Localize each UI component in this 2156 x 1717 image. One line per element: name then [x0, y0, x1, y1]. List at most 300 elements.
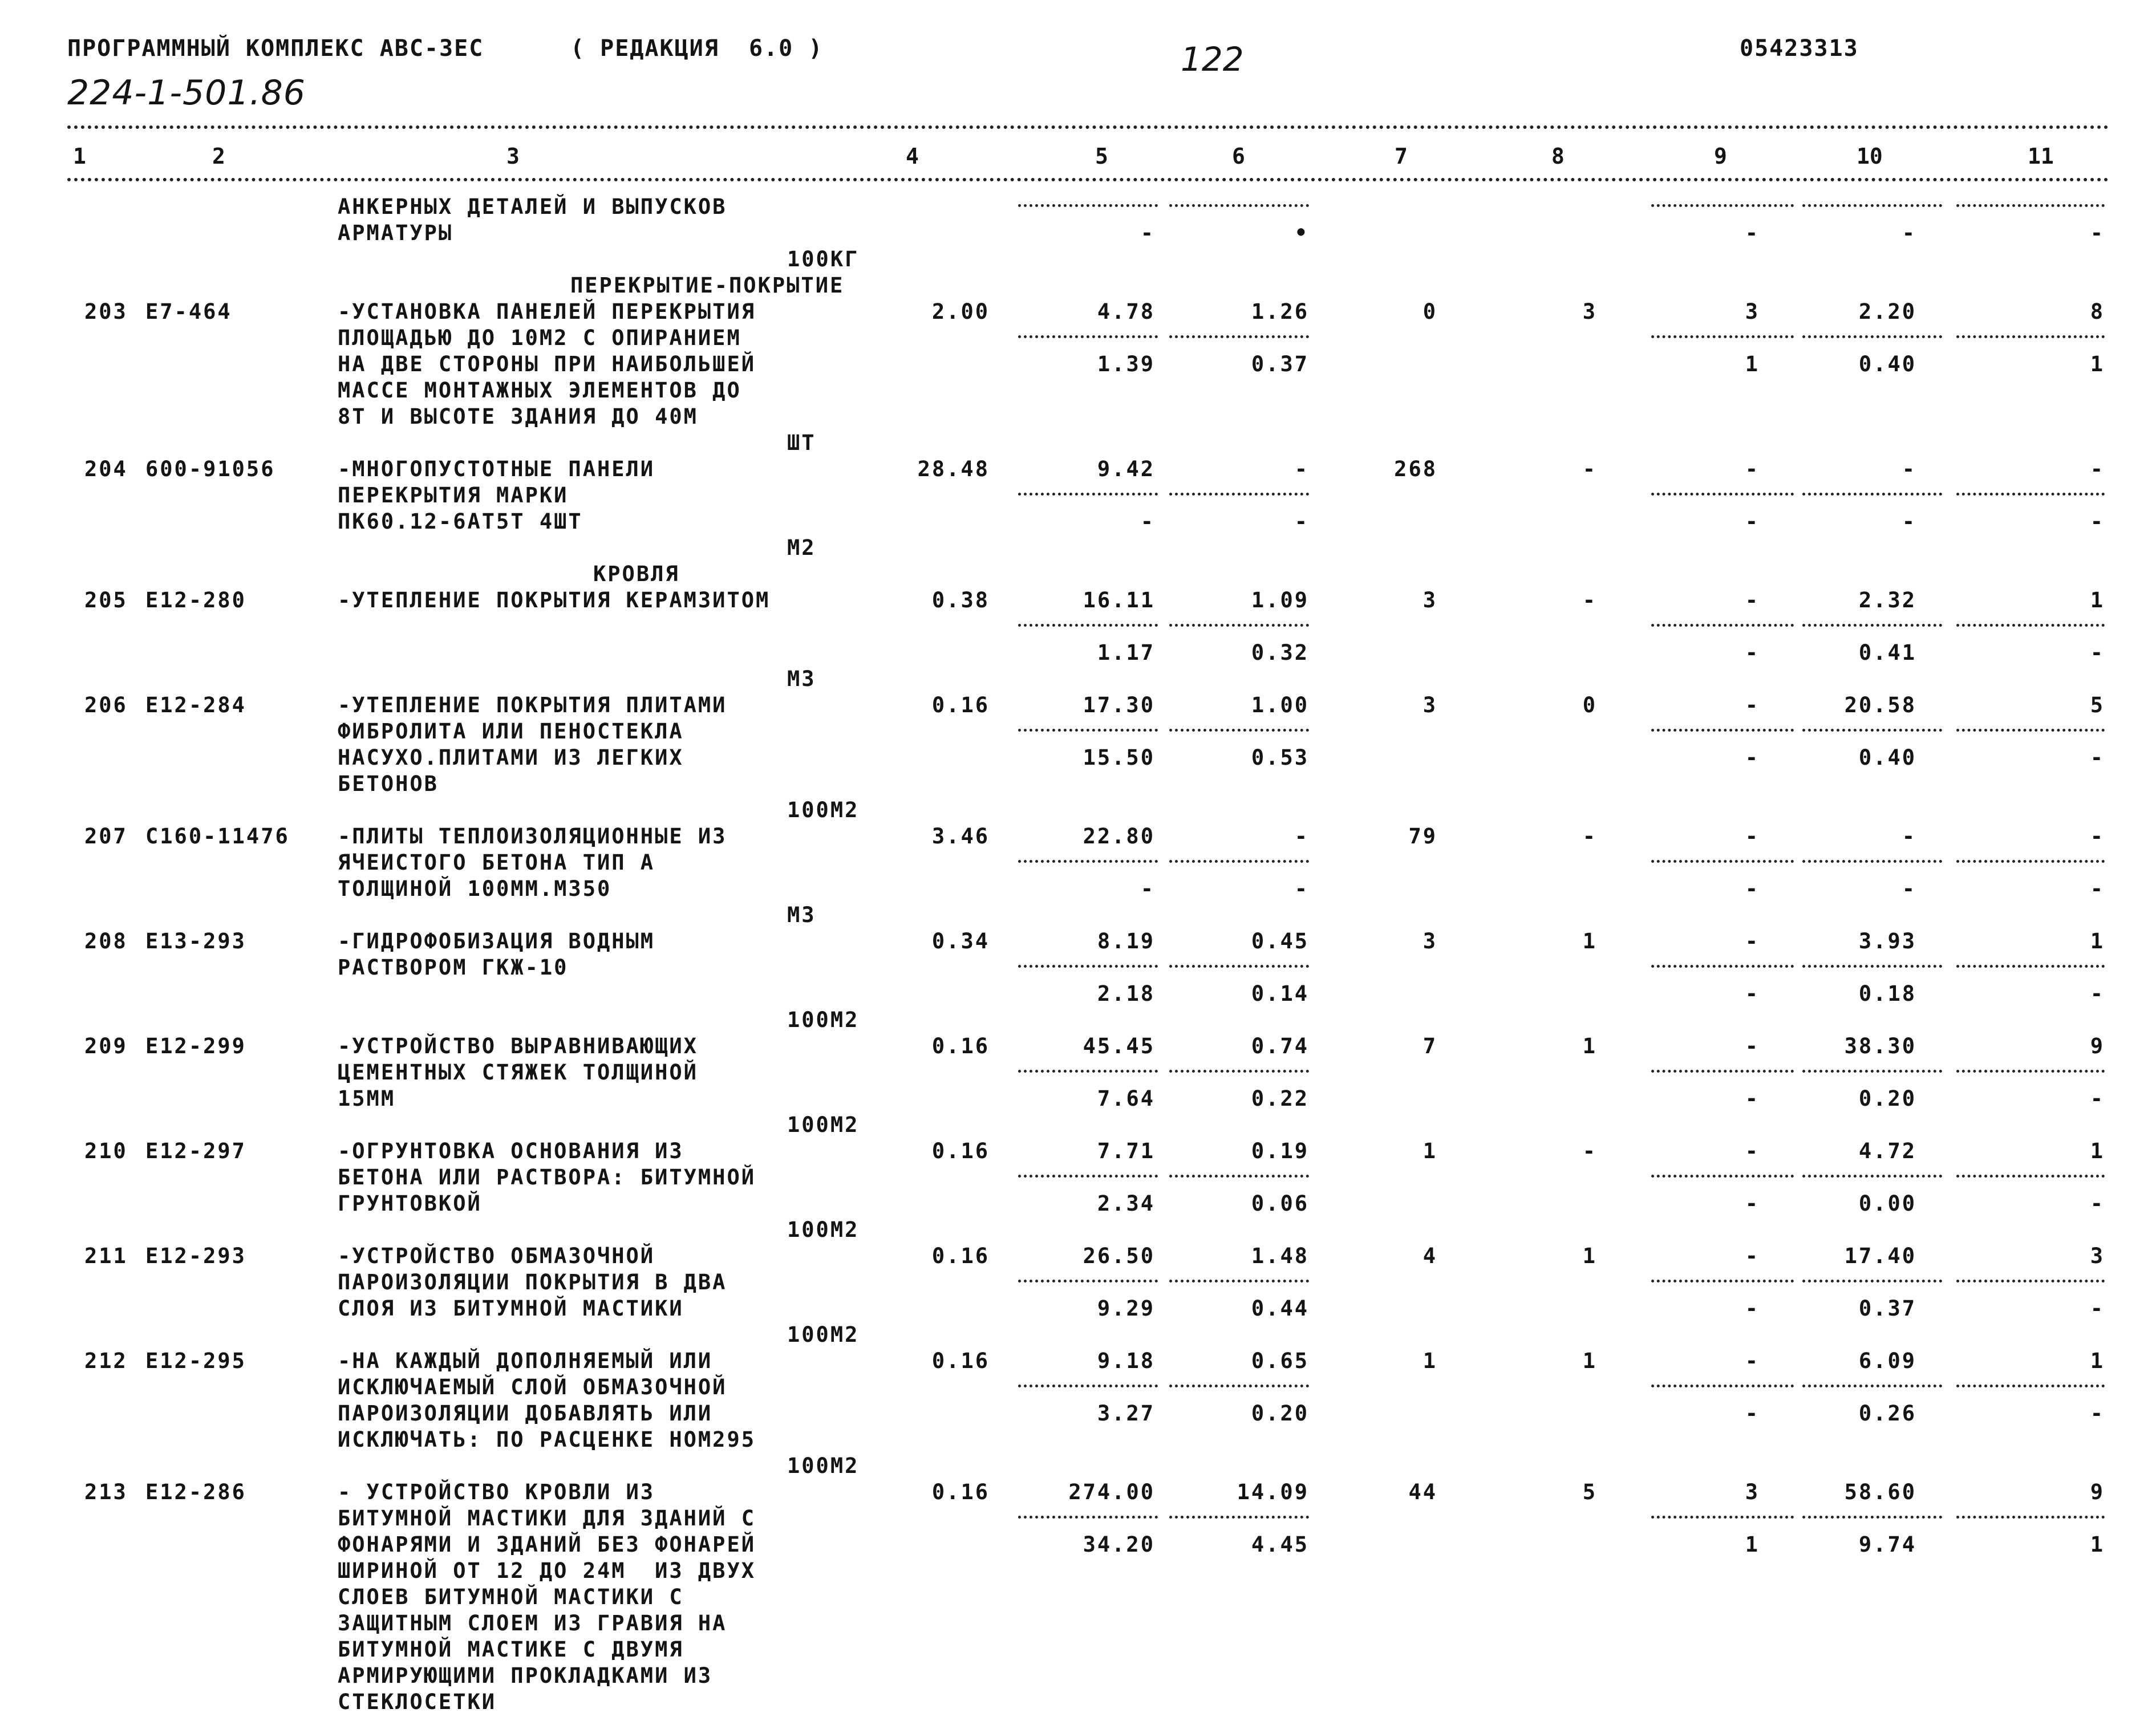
value-col6: -	[1294, 457, 1309, 481]
value-col4: 3.46	[931, 824, 990, 849]
dashed-separator	[1169, 204, 1309, 207]
row-number: 206	[84, 693, 128, 717]
value-col10: 17.40	[1844, 1244, 1916, 1268]
program-title: ПРОГРАММНЫЙ КОМПЛЕКС АВС-3ЕС	[67, 35, 484, 62]
value-col5: 16.11	[1083, 588, 1155, 612]
dashed-separator	[1956, 204, 2105, 207]
value-col5: 274.00	[1068, 1480, 1155, 1504]
description-line: НА ДВЕ СТОРОНЫ ПРИ НАИБОЛЬШЕЙ	[338, 352, 756, 376]
value-col5-second: 9.29	[1097, 1296, 1155, 1321]
description-line: ФИБРОЛИТА ИЛИ ПЕНОСТЕКЛА	[338, 719, 684, 744]
value-col4: 2.00	[931, 299, 990, 324]
value-col6: 1.48	[1251, 1244, 1309, 1268]
description-line: АРМИРУЮЩИМИ ПРОКЛАДКАМИ ИЗ	[338, 1663, 713, 1688]
value-col5: 9.18	[1097, 1349, 1155, 1373]
description-line: 8Т И ВЫСОТЕ ЗДАНИЯ ДО 40М	[338, 404, 698, 429]
value-col8: 1	[1582, 929, 1597, 953]
dashed-separator	[1802, 1175, 1942, 1178]
value-col5-second: 1.39	[1097, 352, 1155, 376]
value-col10-second: 0.20	[1858, 1086, 1916, 1111]
description-line: БЕТОНА ИЛИ РАСТВОРА: БИТУМНОЙ	[338, 1165, 756, 1190]
value-col9-second: -	[1745, 876, 1760, 901]
value-col8: 0	[1582, 693, 1597, 717]
value-col6-second: 0.44	[1251, 1296, 1309, 1321]
description-line: ИСКЛЮЧАЕМЫЙ СЛОЙ ОБМАЗОЧНОЙ	[338, 1375, 727, 1399]
value-col9: -	[1745, 929, 1760, 953]
value-col6: 1.09	[1251, 588, 1309, 612]
dashed-separator	[1956, 624, 2105, 627]
description-line: СЛОЕВ БИТУМНОЙ МАСТИКИ С	[338, 1585, 684, 1609]
value-col5-second: -	[1140, 509, 1155, 534]
value-col9-second: -	[1745, 1296, 1760, 1321]
unit-label: 100М2	[787, 1454, 860, 1478]
value-col9-second: -	[1745, 1401, 1760, 1426]
value-col6: 1.00	[1251, 693, 1309, 717]
value-col11: 5	[2090, 693, 2105, 717]
document-id: 05423313	[1740, 35, 1859, 62]
dashed-separator	[1169, 729, 1309, 732]
description-line: -УТЕПЛЕНИЕ ПОКРЫТИЯ КЕРАМЗИТОМ	[338, 588, 771, 612]
value-col6: 14.09	[1237, 1480, 1309, 1504]
value-col11-second: 1	[2090, 352, 2105, 376]
value-col7: 1	[1423, 1349, 1437, 1373]
value-col7: 4	[1423, 1244, 1437, 1268]
value-col8: -	[1582, 457, 1597, 481]
value-dash: •	[1294, 221, 1309, 245]
value-col10-second: -	[1902, 509, 1916, 534]
value-dash: -	[1140, 221, 1155, 245]
dashed-separator	[1802, 493, 1942, 496]
value-col8: 1	[1582, 1034, 1597, 1058]
dashed-separator	[1651, 1280, 1794, 1282]
value-col5-second: 15.50	[1083, 745, 1155, 770]
value-col5: 4.78	[1097, 299, 1155, 324]
description-line: - УСТРОЙСТВО КРОВЛИ ИЗ	[338, 1480, 655, 1504]
value-col6-second: 0.53	[1251, 745, 1309, 770]
value-col11: 1	[2090, 588, 2105, 612]
row-number: 204	[84, 457, 128, 481]
value-col5-second: 2.18	[1097, 981, 1155, 1006]
row-code: Е12-293	[145, 1244, 246, 1268]
dashed-separator	[1169, 1070, 1309, 1073]
value-col11: 3	[2090, 1244, 2105, 1268]
value-col10-second: 0.37	[1858, 1296, 1916, 1321]
value-col9: -	[1745, 693, 1760, 717]
value-col8: 1	[1582, 1349, 1597, 1373]
value-col9-second: -	[1745, 1086, 1760, 1111]
value-col11-second: -	[2090, 1191, 2105, 1216]
dashed-separator	[1018, 204, 1158, 207]
row-number: 213	[84, 1480, 128, 1504]
value-col10-second: 9.74	[1858, 1532, 1916, 1557]
column-number-10: 10	[1857, 144, 1883, 169]
value-col5-second: 2.34	[1097, 1191, 1155, 1216]
value-col6: 0.45	[1251, 929, 1309, 953]
value-col10-second: 0.18	[1858, 981, 1916, 1006]
value-col9: -	[1745, 1139, 1760, 1163]
description-line: -УСТРОЙСТВО ОБМАЗОЧНОЙ	[338, 1244, 655, 1268]
row-code: С160-11476	[145, 824, 290, 849]
dashed-separator	[1169, 493, 1309, 496]
dashed-separator	[1802, 204, 1942, 207]
description-line: ГРУНТОВКОЙ	[338, 1191, 482, 1216]
dashed-separator	[1651, 1385, 1794, 1387]
dashed-separator	[1802, 729, 1942, 732]
value-col5-second: 1.17	[1097, 640, 1155, 665]
column-number-4: 4	[906, 144, 919, 169]
dashed-separator	[1169, 860, 1309, 863]
value-col4: 0.16	[931, 1244, 990, 1268]
dashed-separator	[1651, 1070, 1794, 1073]
row-number: 207	[84, 824, 128, 849]
dashed-separator	[1651, 493, 1794, 496]
value-col11: 8	[2090, 299, 2105, 324]
dashed-separator	[1169, 1516, 1309, 1519]
column-number-11: 11	[2028, 144, 2054, 169]
value-col6: 0.74	[1251, 1034, 1309, 1058]
value-col6-second: 0.06	[1251, 1191, 1309, 1216]
description-line: ЯЧЕИСТОГО БЕТОНА ТИП А	[338, 850, 655, 875]
column-number-9: 9	[1714, 144, 1727, 169]
value-col5: 8.19	[1097, 929, 1155, 953]
dashed-separator	[1802, 1385, 1942, 1387]
column-number-8: 8	[1551, 144, 1565, 169]
row-number: 208	[84, 929, 128, 953]
value-col6: -	[1294, 824, 1309, 849]
dashed-separator	[1018, 860, 1158, 863]
column-number-7: 7	[1395, 144, 1408, 169]
dashed-separator	[1956, 1070, 2105, 1073]
value-col10: 3.93	[1858, 929, 1916, 953]
description-line: ПК60.12-6АТ5Т 4ШТ	[338, 509, 583, 534]
dashed-separator	[1651, 204, 1794, 207]
dashed-separator	[1169, 335, 1309, 338]
value-col7: 44	[1408, 1480, 1437, 1504]
unit-label: 100М2	[787, 1322, 860, 1347]
description-line: ШИРИНОЙ ОТ 12 ДО 24М ИЗ ДВУХ	[338, 1558, 756, 1583]
value-col11-second: -	[2090, 876, 2105, 901]
dashed-separator	[1018, 1385, 1158, 1387]
value-col11-second: -	[2090, 981, 2105, 1006]
value-col10: -	[1902, 457, 1916, 481]
value-col11: 1	[2090, 929, 2105, 953]
value-col4: 0.16	[931, 1034, 990, 1058]
value-col7: 0	[1423, 299, 1437, 324]
description-line: МАССЕ МОНТАЖНЫХ ЭЛЕМЕНТОВ ДО	[338, 378, 741, 403]
value-col7: 3	[1423, 588, 1437, 612]
description-line: СЛОЯ ИЗ БИТУМНОЙ МАСТИКИ	[338, 1296, 684, 1321]
row-code: Е12-297	[145, 1139, 246, 1163]
dashed-separator	[1802, 1516, 1942, 1519]
value-col11: 9	[2090, 1480, 2105, 1504]
edition-label: ( РЕДАКЦИЯ 6.0 )	[570, 35, 824, 62]
description-line: ПЕРЕКРЫТИЯ МАРКИ	[338, 483, 569, 508]
value-col5: 26.50	[1083, 1244, 1155, 1268]
unit-label: М3	[787, 667, 816, 691]
value-col8: -	[1582, 588, 1597, 612]
dashed-separator	[1956, 1385, 2105, 1387]
section-heading: КРОВЛЯ	[593, 562, 680, 586]
dashed-separator	[1018, 1175, 1158, 1178]
value-col5-second: 3.27	[1097, 1401, 1155, 1426]
value-col6-second: -	[1294, 876, 1309, 901]
value-col4: 28.48	[917, 457, 990, 481]
value-col9-second: -	[1745, 745, 1760, 770]
row-number: 205	[84, 588, 128, 612]
description-line: -ОГРУНТОВКА ОСНОВАНИЯ ИЗ	[338, 1139, 684, 1163]
column-number-1: 1	[73, 144, 86, 169]
value-dash: -	[2090, 221, 2105, 245]
value-col10: 2.32	[1858, 588, 1916, 612]
value-col5-second: 7.64	[1097, 1086, 1155, 1111]
row-code: Е12-286	[145, 1480, 246, 1504]
value-col5: 22.80	[1083, 824, 1155, 849]
value-col6: 0.65	[1251, 1349, 1309, 1373]
value-col10-second: 0.40	[1858, 745, 1916, 770]
dashed-separator	[1956, 1175, 2105, 1178]
value-col6-second: 0.22	[1251, 1086, 1309, 1111]
value-col6: 0.19	[1251, 1139, 1309, 1163]
table-top-rule	[67, 125, 2109, 129]
dashed-separator	[1956, 1516, 2105, 1519]
value-col11: -	[2090, 457, 2105, 481]
column-number-6: 6	[1232, 144, 1245, 169]
dashed-separator	[1956, 729, 2105, 732]
unit-label: ШТ	[787, 431, 816, 455]
value-col9-second: -	[1745, 640, 1760, 665]
value-col11: 1	[2090, 1349, 2105, 1373]
dashed-separator	[1018, 965, 1158, 968]
dashed-separator	[1018, 1070, 1158, 1073]
value-col10: 4.72	[1858, 1139, 1916, 1163]
value-col8: 1	[1582, 1244, 1597, 1268]
dashed-separator	[1169, 1385, 1309, 1387]
dashed-separator	[1018, 624, 1158, 627]
description-line: ФОНАРЯМИ И ЗДАНИЙ БЕЗ ФОНАРЕЙ	[338, 1532, 756, 1557]
value-col6-second: 4.45	[1251, 1532, 1309, 1557]
dashed-separator	[1956, 860, 2105, 863]
description-line: ПЛОЩАДЬЮ ДО 10М2 С ОПИРАНИЕМ	[338, 326, 741, 350]
value-col11-second: -	[2090, 1401, 2105, 1426]
dashed-separator	[1169, 1280, 1309, 1282]
value-col6-second: -	[1294, 509, 1309, 534]
dashed-separator	[1651, 624, 1794, 627]
value-col9-second: -	[1745, 1191, 1760, 1216]
dashed-separator	[1956, 965, 2105, 968]
row-number: 211	[84, 1244, 128, 1268]
section-heading: ПЕРЕКРЫТИЕ-ПОКРЫТИЕ	[570, 273, 845, 298]
description-line: НАСУХО.ПЛИТАМИ ИЗ ЛЕГКИХ	[338, 745, 684, 770]
description-line: -ГИДРОФОБИЗАЦИЯ ВОДНЫМ	[338, 929, 655, 953]
value-col10-second: 0.40	[1858, 352, 1916, 376]
description-line: -ПЛИТЫ ТЕПЛОИЗОЛЯЦИОННЫЕ ИЗ	[338, 824, 727, 849]
page-number: 122	[1181, 40, 1244, 79]
dashed-separator	[1018, 1516, 1158, 1519]
dashed-separator	[1802, 1280, 1942, 1282]
value-col10: 58.60	[1844, 1480, 1916, 1504]
value-col5-second: -	[1140, 876, 1155, 901]
value-col9-second: 1	[1745, 1532, 1760, 1557]
value-col7: 1	[1423, 1139, 1437, 1163]
description-line: ПАРОИЗОЛЯЦИИ ДОБАВЛЯТЬ ИЛИ	[338, 1401, 713, 1426]
value-col11-second: -	[2090, 640, 2105, 665]
value-col9: -	[1745, 588, 1760, 612]
value-col11-second: -	[2090, 1296, 2105, 1321]
description-line: ЦЕМЕНТНЫХ СТЯЖЕК ТОЛЩИНОЙ	[338, 1060, 698, 1085]
row-number: 209	[84, 1034, 128, 1058]
description-line: -УТЕПЛЕНИЕ ПОКРЫТИЯ ПЛИТАМИ	[338, 693, 727, 717]
row-number: 203	[84, 299, 128, 324]
column-number-rule	[67, 178, 2109, 181]
value-col8: -	[1582, 1139, 1597, 1163]
value-col11-second: -	[2090, 509, 2105, 534]
description-line: БЕТОНОВ	[338, 772, 439, 796]
column-number-5: 5	[1095, 144, 1108, 169]
value-col11: -	[2090, 824, 2105, 849]
value-col9: -	[1745, 824, 1760, 849]
value-col5: 9.42	[1097, 457, 1155, 481]
dashed-separator	[1018, 1280, 1158, 1282]
value-col5: 17.30	[1083, 693, 1155, 717]
value-col6-second: 0.37	[1251, 352, 1309, 376]
description-line: СТЕКЛОСЕТКИ	[338, 1690, 497, 1714]
description-line: -НА КАЖДЫЙ ДОПОЛНЯЕМЫЙ ИЛИ	[338, 1349, 713, 1373]
value-col4: 0.16	[931, 1349, 990, 1373]
value-col10: 6.09	[1858, 1349, 1916, 1373]
document-code: 224-1-501.86	[67, 73, 306, 113]
value-col8: 5	[1582, 1480, 1597, 1504]
dashed-separator	[1956, 493, 2105, 496]
value-col4: 0.16	[931, 1480, 990, 1504]
value-col9-second: 1	[1745, 352, 1760, 376]
value-col6-second: 0.32	[1251, 640, 1309, 665]
dashed-separator	[1651, 965, 1794, 968]
value-col7: 268	[1394, 457, 1437, 481]
row-code: 600-91056	[145, 457, 275, 481]
dashed-separator	[1802, 965, 1942, 968]
value-col5-second: 34.20	[1083, 1532, 1155, 1557]
dashed-separator	[1018, 335, 1158, 338]
unit-label: 100М2	[787, 1217, 860, 1242]
dashed-separator	[1018, 729, 1158, 732]
description-line: РАСТВОРОМ ГКЖ-10	[338, 955, 569, 980]
description-line: 15ММ	[338, 1086, 396, 1111]
value-col9-second: -	[1745, 981, 1760, 1006]
description-line: -МНОГОПУСТОТНЫЕ ПАНЕЛИ	[338, 457, 655, 481]
value-col9-second: -	[1745, 509, 1760, 534]
value-col11: 9	[2090, 1034, 2105, 1058]
dashed-separator	[1956, 1280, 2105, 1282]
value-col11-second: 1	[2090, 1532, 2105, 1557]
value-col10: 20.58	[1844, 693, 1916, 717]
value-col4: 0.16	[931, 1139, 990, 1163]
row-code: Е12-280	[145, 588, 246, 612]
dashed-separator	[1802, 624, 1942, 627]
dashed-separator	[1651, 1516, 1794, 1519]
value-col10-second: -	[1902, 876, 1916, 901]
value-col6-second: 0.20	[1251, 1401, 1309, 1426]
dashed-separator	[1956, 335, 2105, 338]
dashed-separator	[1018, 493, 1158, 496]
dashed-separator	[1169, 965, 1309, 968]
value-col9: -	[1745, 457, 1760, 481]
dashed-separator	[1651, 1175, 1794, 1178]
value-col6: 1.26	[1251, 299, 1309, 324]
value-col10: 2.20	[1858, 299, 1916, 324]
value-col10-second: 0.26	[1858, 1401, 1916, 1426]
value-col9: 3	[1745, 1480, 1760, 1504]
row-code: Е12-295	[145, 1349, 246, 1373]
description-line: ТОЛЩИНОЙ 100ММ.М350	[338, 876, 612, 901]
value-col11: 1	[2090, 1139, 2105, 1163]
dashed-separator	[1651, 860, 1794, 863]
value-dash: -	[1745, 221, 1760, 245]
row-code: Е7-464	[145, 299, 232, 324]
row-code: Е12-284	[145, 693, 246, 717]
unit-label: 100КГ	[787, 247, 860, 271]
value-col10-second: 0.41	[1858, 640, 1916, 665]
value-col9: -	[1745, 1034, 1760, 1058]
unit-label: 100М2	[787, 1008, 860, 1032]
value-col4: 0.34	[931, 929, 990, 953]
value-col5: 7.71	[1097, 1139, 1155, 1163]
value-col10-second: 0.00	[1858, 1191, 1916, 1216]
row-code: Е12-299	[145, 1034, 246, 1058]
value-col6-second: 0.14	[1251, 981, 1309, 1006]
value-col11-second: -	[2090, 1086, 2105, 1111]
unit-label: М3	[787, 903, 816, 927]
dashed-separator	[1802, 1070, 1942, 1073]
unit-label: М2	[787, 535, 816, 560]
description-line: АНКЕРНЫХ ДЕТАЛЕЙ И ВЫПУСКОВ	[338, 194, 727, 219]
row-code: Е13-293	[145, 929, 246, 953]
value-col5: 45.45	[1083, 1034, 1155, 1058]
description-line: БИТУМНОЙ МАСТИКЕ С ДВУМЯ	[338, 1637, 684, 1662]
value-col7: 3	[1423, 693, 1437, 717]
dashed-separator	[1651, 335, 1794, 338]
description-line: -УСТАНОВКА ПАНЕЛЕЙ ПЕРЕКРЫТИЯ	[338, 299, 756, 324]
value-col7: 79	[1408, 824, 1437, 849]
description-line: ЗАЩИТНЫМ СЛОЕМ ИЗ ГРАВИЯ НА	[338, 1611, 727, 1635]
value-col7: 7	[1423, 1034, 1437, 1058]
dashed-separator	[1802, 860, 1942, 863]
row-number: 210	[84, 1139, 128, 1163]
description-line: ИСКЛЮЧАТЬ: ПО РАСЦЕНКЕ НОМ295	[338, 1427, 756, 1452]
dashed-separator	[1169, 1175, 1309, 1178]
value-col8: 3	[1582, 299, 1597, 324]
description-line: -УСТРОЙСТВО ВЫРАВНИВАЮЩИХ	[338, 1034, 698, 1058]
value-col8: -	[1582, 824, 1597, 849]
description-line: БИТУМНОЙ МАСТИКИ ДЛЯ ЗДАНИЙ С	[338, 1506, 756, 1531]
value-col10: -	[1902, 824, 1916, 849]
column-number-3: 3	[506, 144, 520, 169]
dashed-separator	[1169, 624, 1309, 627]
description-line: АРМАТУРЫ	[338, 221, 453, 245]
value-col4: 0.16	[931, 693, 990, 717]
value-col11-second: -	[2090, 745, 2105, 770]
unit-label: 100М2	[787, 1113, 860, 1137]
value-col4: 0.38	[931, 588, 990, 612]
dashed-separator	[1802, 335, 1942, 338]
row-number: 212	[84, 1349, 128, 1373]
unit-label: 100М2	[787, 798, 860, 822]
value-col7: 3	[1423, 929, 1437, 953]
value-col10: 38.30	[1844, 1034, 1916, 1058]
column-number-2: 2	[212, 144, 225, 169]
description-line: ПАРОИЗОЛЯЦИИ ПОКРЫТИЯ В ДВА	[338, 1270, 727, 1294]
value-col9: -	[1745, 1349, 1760, 1373]
value-dash: -	[1902, 221, 1916, 245]
